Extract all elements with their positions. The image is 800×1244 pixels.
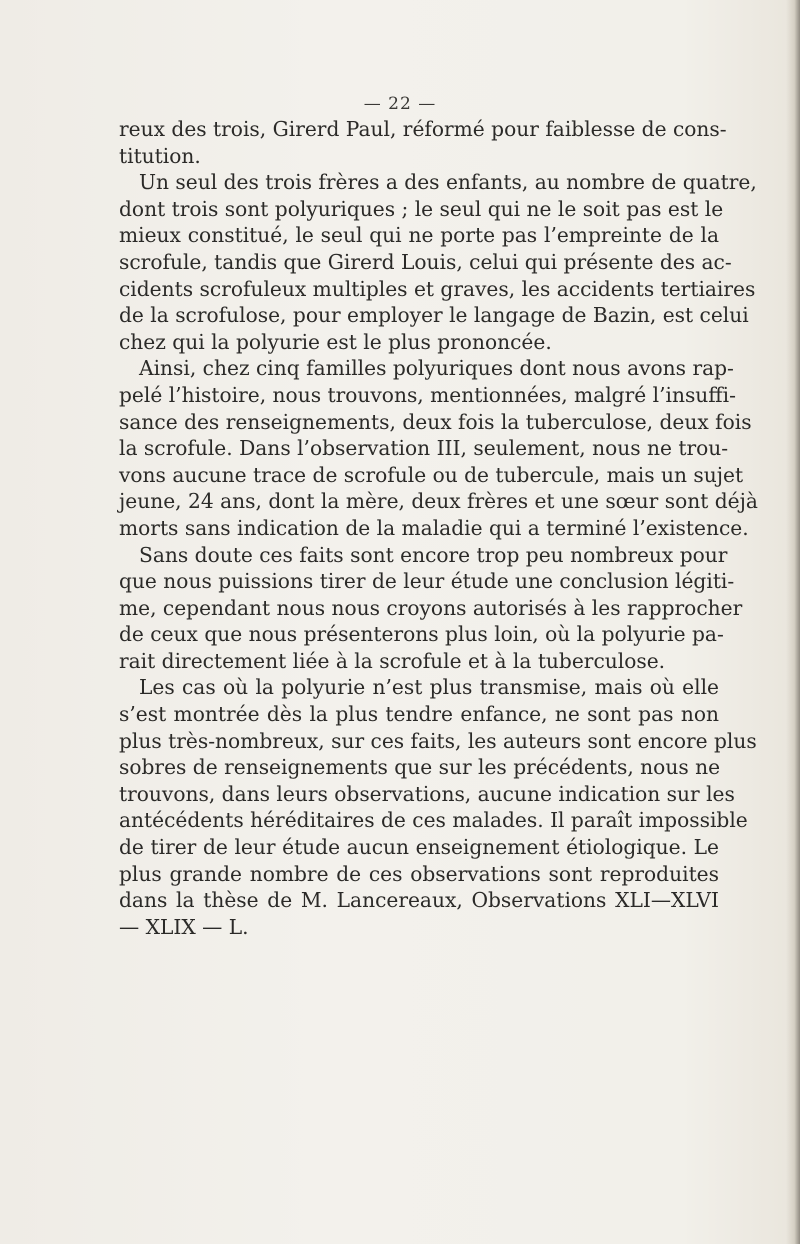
text-line: cidents scrofuleux multiples et graves, les accidents tertiaires <box>119 276 756 301</box>
text-line: Sans doute ces faits sont encore trop peu nombreux pour <box>139 542 728 567</box>
text-line: plus très-nombreux, sur ces faits, les auteurs sont encore plus <box>119 728 757 753</box>
text-line: trouvons, dans leurs observations, aucune indication sur les <box>119 781 735 806</box>
text-line: vons aucune trace de scrofule ou de tubercule, mais un sujet <box>119 462 744 487</box>
text-line: de tirer de leur étude aucun enseignement étiologique. Le <box>119 835 719 860</box>
text-line: Les cas où la polyurie n’est plus transmise, mais où elle <box>139 675 719 700</box>
text-line: scrofule, tandis que Girerd Louis, celui qui présente des ac- <box>119 249 732 274</box>
text-line: dans la thèse de M. Lancereaux, Observations XLI—XLVI <box>119 888 719 913</box>
text-line: Un seul des trois frères a des enfants, au nombre de quatre, <box>139 170 757 195</box>
text-line: pelé l’histoire, nous trouvons, mentionnées, malgré l’insuffi- <box>119 382 736 407</box>
text-line: chez qui la polyurie est le plus prononcée. <box>119 329 552 354</box>
text-line: antécédents héréditaires de ces malades. Il paraît impossible <box>119 808 748 833</box>
text-line: mieux constitué, le seul qui ne porte pas l’empreinte de la <box>119 223 719 248</box>
text-line: rait directement liée à la scrofule et à la tuberculose. <box>119 648 666 673</box>
text-line: sance des renseignements, deux fois la tuberculose, deux fois <box>119 409 752 434</box>
text-line: de la scrofulose, pour employer le langage de Bazin, est celui <box>119 303 749 328</box>
text-line: dont trois sont polyuriques ; le seul qui ne le soit pas est le <box>119 196 724 221</box>
text-line: — XLIX — L. <box>119 914 249 939</box>
text-line: la scrofule. Dans l’observation III, seulement, nous ne trou- <box>119 436 729 461</box>
page-edge-shadow <box>786 0 800 1244</box>
text-line: s’est montrée dès la plus tendre enfance, ne sont pas non <box>119 702 719 727</box>
page-number: — 22 — <box>363 94 437 114</box>
body-text <box>119 116 758 940</box>
text-line: morts sans indication de la maladie qui a terminé l’existence. <box>119 515 749 540</box>
text-line: me, cependant nous nous croyons autorisés à les rapprocher <box>119 595 743 620</box>
text-line: sobres de renseignements que sur les précédents, nous ne <box>119 755 721 780</box>
text-line: Ainsi, chez cinq familles polyuriques dont nous avons rap- <box>139 356 734 381</box>
text-line: titution. <box>119 143 201 168</box>
text-line: plus grande nombre de ces observations sont reproduites <box>119 861 719 886</box>
text-line: que nous puissions tirer de leur étude une conclusion légiti- <box>119 569 735 594</box>
text-line: reux des trois, Girerd Paul, réformé pour faiblesse de cons- <box>119 117 727 141</box>
text-line: jeune, 24 ans, dont la mère, deux frères et une sœur sont déjà <box>119 489 758 514</box>
text-line: de ceux que nous présenterons plus loin, où la polyurie pa- <box>119 622 724 647</box>
